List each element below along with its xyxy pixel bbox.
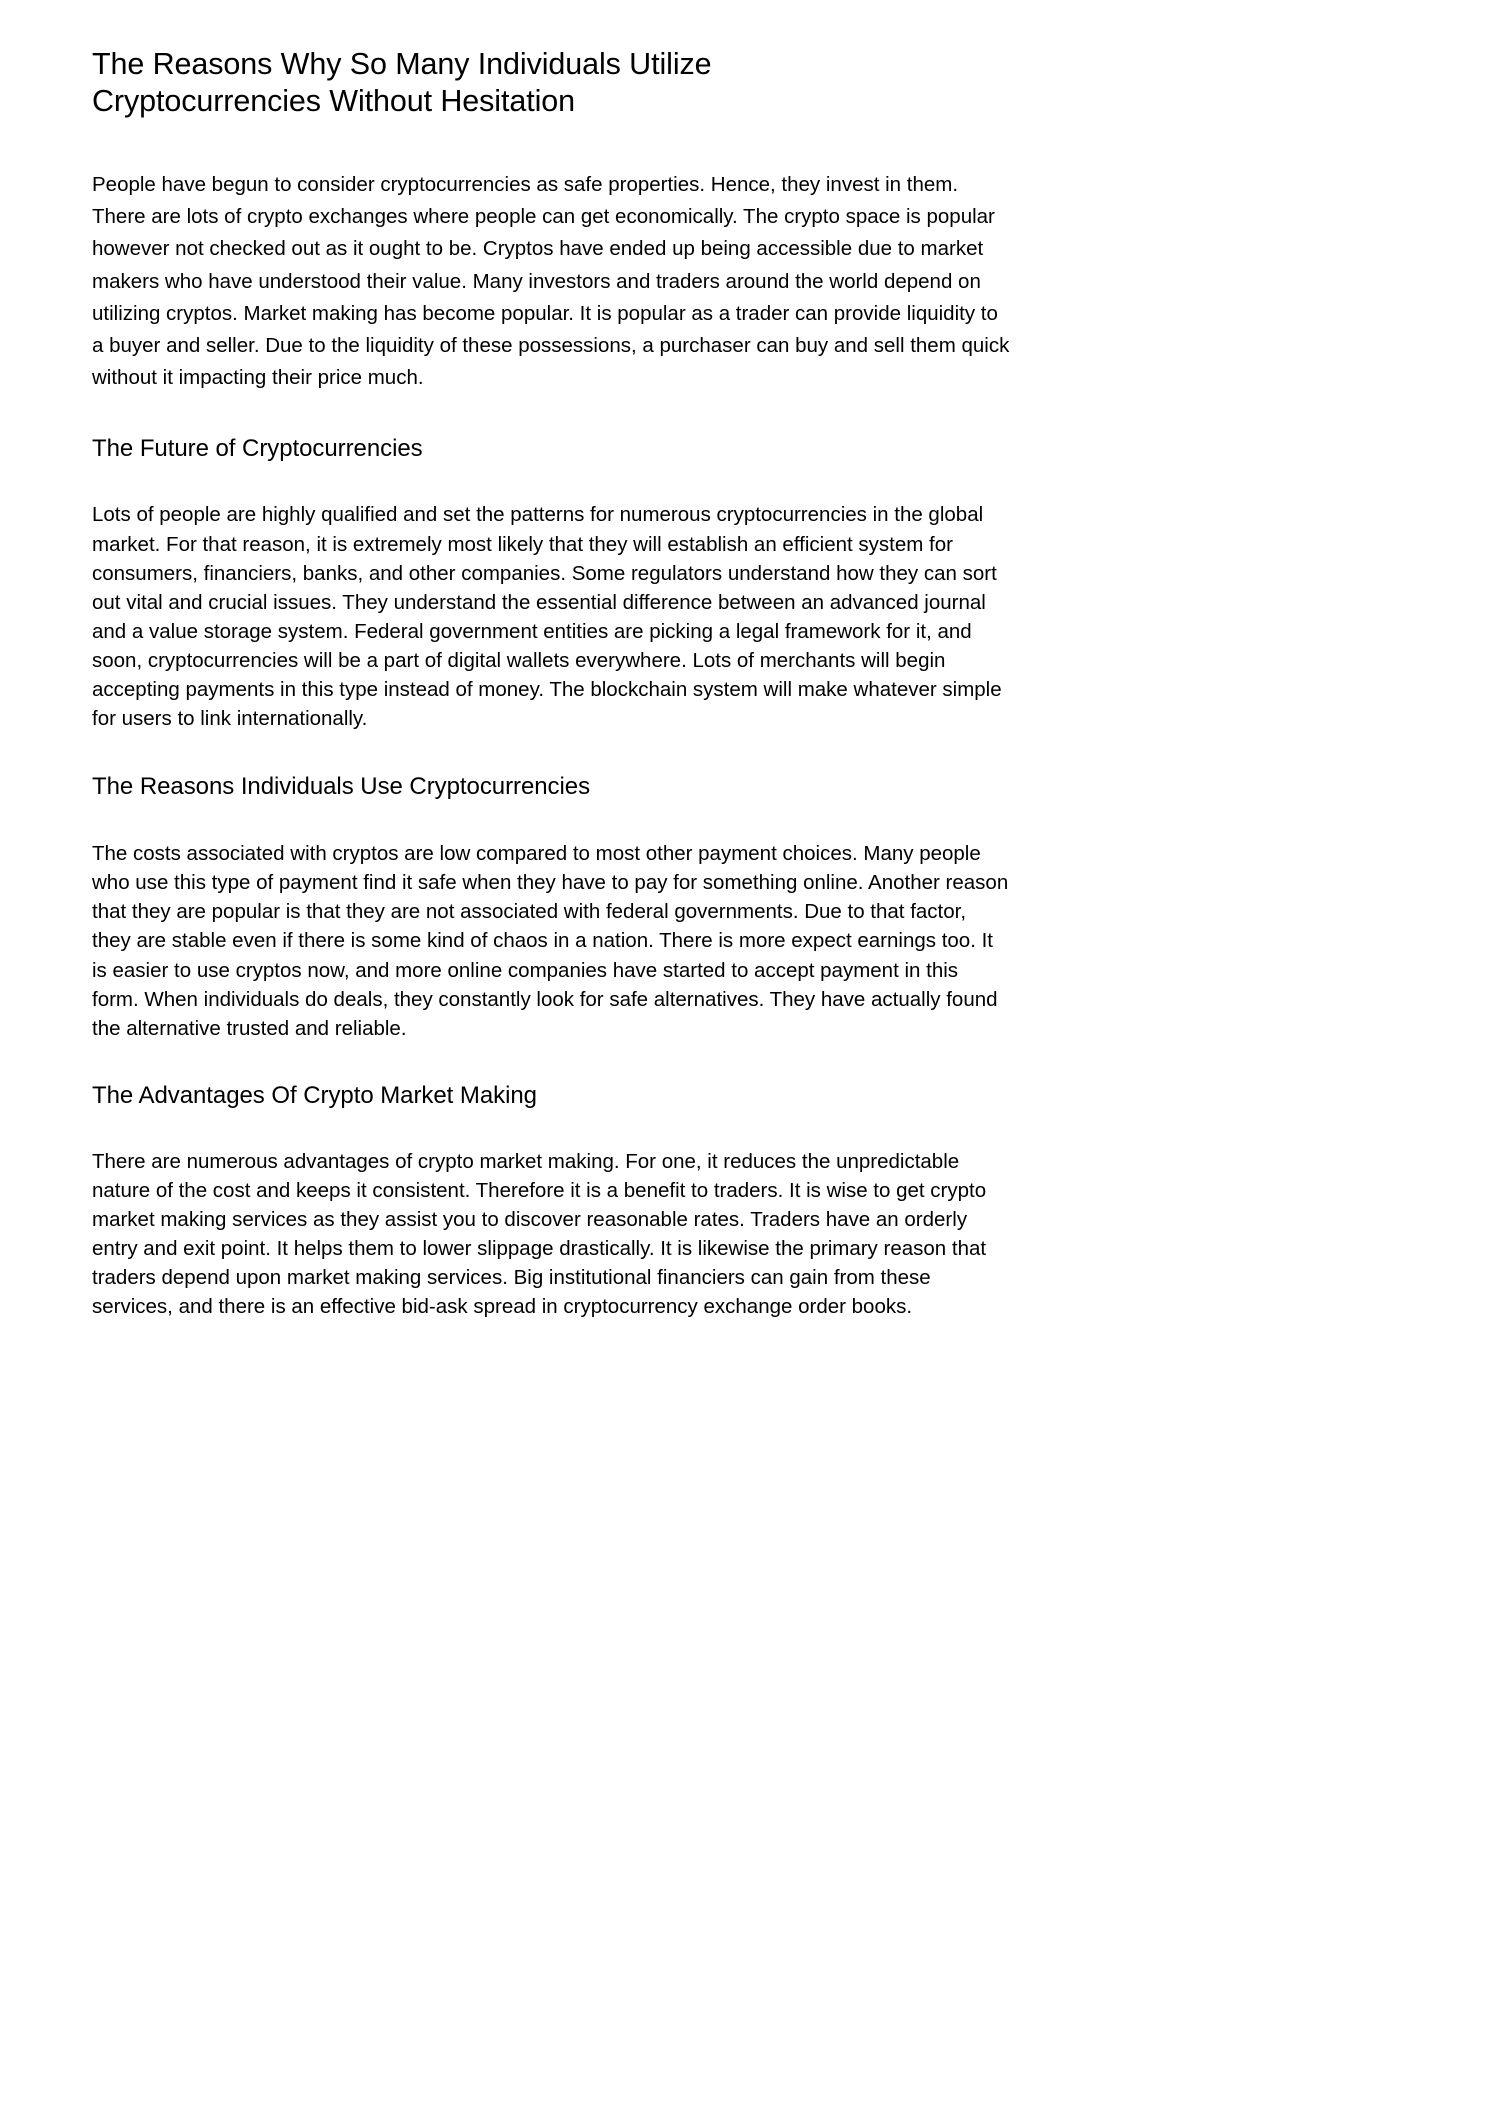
section-paragraph-reasons-individuals-use-cryptocurrencies: The costs associated with cryptos are low compared to most other payment choices. Many people who use this type of payment find it safe when they have to pay for something online. Another reason that they are popular is that they are not associated with federal governments. Due to that factor, they are stable even if there is some kind of chaos in a nation. There is more expect earnings too. It is easier to use cryptos now, and more online companies have started to accept payment in this form. When individuals do deals, they constantly look for safe alternatives. They have actually found the alternative trusted and reliable. [92, 842, 1009, 1040]
intro-paragraph: People have begun to consider cryptocurrencies as safe properties. Hence, they invest in them. There are lots of crypto exchanges where people can get economically. The crypto space is popular however not checked out as it ought to be. Cryptos have ended up being accessible due to market makers who have understood their value. Many investors and traders around the world depend on utilizing cryptos. Market making has become popular. It is popular as a trader can provide liquidity to a buyer and seller. Due to the liquidity of these possessions, a purchaser can buy and sell them quick without it impacting their price much. [92, 173, 1010, 390]
section-heading-advantages-of-crypto-market-making: The Advantages Of Crypto Market Making [92, 1081, 537, 1109]
page-title: The Reasons Why So Many Individuals Utilize Cryptocurrencies Without Hesitation [92, 47, 712, 118]
section-heading-future-of-cryptocurrencies: The Future of Cryptocurrencies [92, 435, 423, 463]
section-heading-reasons-individuals-use-cryptocurrencies: The Reasons Individuals Use Cryptocurrencies [92, 773, 591, 801]
section-paragraph-future-of-cryptocurrencies: Lots of people are highly qualified and set the patterns for numerous cryptocurrencies in the global market. For that reason, it is extremely most likely that they will establish an efficient system for consumers, financiers, banks, and other companies. Some regulators understand how they can sort out vital and crucial issues. They understand the essential difference between an advanced journal and a value storage system. Federal government entities are picking a legal framework for it, and soon, cryptocurrencies will be a part of digital wallets everywhere. Lots of merchants will begin accepting payments in this type instead of money. The blockchain system will make whatever simple for users to link internationally. [92, 503, 1002, 731]
section-paragraph-advantages-of-crypto-market-making: There are numerous advantages of crypto market making. For one, it reduces the unpredictable nature of the cost and keeps it consistent. Therefore it is a benefit to traders. It is wise to get crypto market making services as they assist you to discover reasonable rates. Traders have an orderly entry and exit point. It helps them to lower slippage drastically. It is likewise the primary reason that traders depend upon market making services. Big institutional financiers can gain from these services, and there is an effective bid-ask spread in cryptocurrency exchange order books. [92, 1149, 987, 1319]
article-body [92, 46, 1012, 1321]
